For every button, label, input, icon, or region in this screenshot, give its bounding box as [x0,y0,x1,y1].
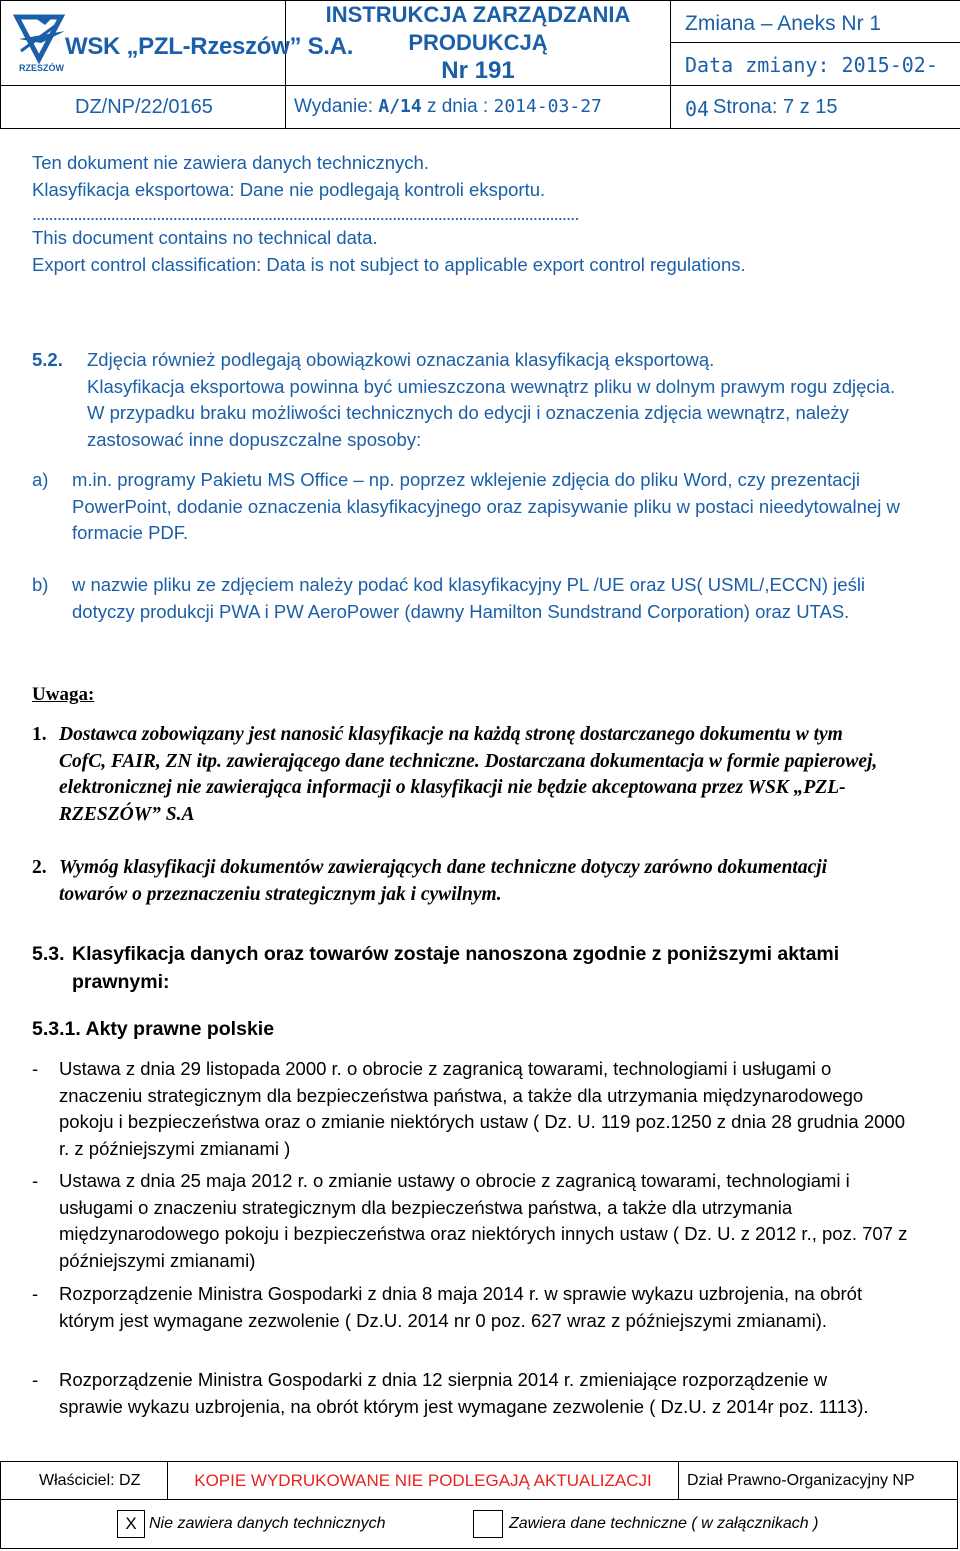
company-name: WSK „PZL-Rzeszów” S.A. [65,33,354,60]
document-number: Nr 191 [441,57,515,84]
page-number: Strona: 7 z 15 [671,86,960,129]
notice-line-4: Export control classification: Data is not subject to applicable export control regulations. [32,253,746,275]
section-5-2-item-a [32,467,942,547]
item-a-label: a) [32,469,49,490]
law-text: Rozporządzenie Ministra Gospodarki z dnia 8 maja 2014 r. w sprawie wykazu uzbrojenia, na obrót którym jest wymagane zezwolenie ( Dz.U. 2014 nr 0 poz. 627 wraz z późniejszymi zmianami). [59,1283,863,1331]
section-5-2 [32,347,912,453]
section-5-2-body: Klasyfikacja eksportowa powinna być umieszczona wewnątrz pliku w dolnym prawym rogu zdjęcia. W przypadku braku możliwości technicznych do edycji i oznaczenia zdjęcia wewnątrz, należy zastosować inne dopuszczalne sposoby: [87,375,896,450]
checkbox-no-technical-data[interactable] [117,1510,386,1538]
section-5-2-line1: Zdjęcia również podlegają obowiązkowi oznaczania klasyfikacją eksportową. [87,349,715,370]
law-dash: - [32,1369,39,1390]
company-city: RZESZÓW [19,63,64,73]
footer-owner: Właściciel: DZ [1,1462,168,1500]
checkbox-technical-data-label: Zawiera dane techniczne ( w załącznikach ) [509,1515,819,1533]
notice-line-1: Ten dokument nie zawiera danych technicznych. [32,152,429,173]
item-b-label: b) [32,574,49,595]
item-b-text: w nazwie pliku ze zdjęciem należy podać kod klasyfikacyjny PL /UE oraz US( USML/,ECCN) jeśli dotyczy produkcji PWA i PW AeroPower (dawny Hamilton Sundstrand Corporation) oraz UTAS. [72,574,866,622]
section-5-2-number: 5.2. [32,349,63,370]
section-5-3-number: 5.3. [32,943,65,965]
footer-department: Dział Prawno-Organizacyjny NP [679,1462,958,1500]
edition-value: A/14 [378,96,422,117]
law-item [32,1056,912,1162]
checkbox-technical-data-box[interactable] [473,1510,503,1538]
company-logo-cell [1,1,354,86]
document-title-line2: PRODUKCJĄ [408,30,548,55]
law-item [32,1281,912,1334]
company-emblem-icon [11,9,71,65]
document-title-line1: INSTRUKCJA ZARZĄDZANIA [325,2,631,27]
edition-prefix: Wydanie: [294,96,379,117]
law-item [32,1168,912,1274]
law-dash: - [32,1283,39,1304]
change-label: Zmiana – Aneks Nr 1 [671,2,960,43]
uwaga-item-2-label: 2. [32,857,47,878]
export-notice [32,150,912,278]
uwaga-item-2 [32,855,912,908]
notice-line-3: This document contains no technical data. [32,227,378,248]
edition-info [286,86,671,129]
law-text: Ustawa z dnia 25 maja 2012 r. o zmianie ustawy o obrocie z zagranicą towarami, technologiami i usługami o znaczeniu strategicznym dla bezpieczeństwa państwa, a także dla utrzymania międzynarodowego pokoju i bezpieczeństwa oraz niektórych innych ustaw ( Dz. U. z 2012 r., poz. 707 z późniejszymi zmianami) [59,1170,908,1271]
item-a-text: m.in. programy Pakietu MS Office – np. poprzez wklejenie zdjęcia do pliku Word, czy prezentacji PowerPoint, dodanie oznaczenia klasyfikacyjnego oraz zapisywanie pliku w postaci nieedytowalnej w formacie PDF. [72,469,900,543]
section-5-2-item-b [32,572,942,625]
uwaga-heading: Uwaga: [32,684,95,705]
notice-separator: .................................................................................................................................... [32,203,579,224]
law-dash: - [32,1058,39,1079]
section-5-3-title: Klasyfikacja danych oraz towarów zostaje nanoszona zgodnie z poniższymi aktami prawnymi: [72,943,840,993]
section-5-3-1-heading: 5.3.1. Akty prawne polskie [32,1018,275,1040]
checkbox-no-technical-data-label: Nie zawiera danych technicznych [149,1515,386,1533]
edition-date-label: z dnia : [421,96,494,117]
edition-date: 2014-03-27 [493,96,602,117]
footer-classification-row [1,1500,958,1549]
uwaga-item-2-text: Wymóg klasyfikacji dokumentów zawierających dane techniczne dotyczy zarówno dokumentacji towarów o przeznaczeniu strategicznym jak i cywilnym. [59,857,828,905]
change-date: Data zmiany: 2015-02-04 [685,53,938,121]
law-text: Ustawa z dnia 29 listopada 2000 r. o obrocie z zagranicą towarami, technologiami i usługami o znaczeniu strategicznym dla bezpieczeństwa państwa, a także dla utrzymania międzynarodowego pokoju i bezpieczeństwa oraz o zmianie niektórych ustaw ( Dz. U. 119 poz.1250 z dnia 28 grudnia 2000 r. z późniejszymi zmianami ) [59,1058,906,1159]
uwaga-item-1 [32,722,912,828]
company-logo [5,7,354,79]
uwaga-item-1-text: Dostawca zobowiązany jest nanosić klasyfikacje na każdą stronę dostarczanego dokumentu w tym CofC, FAIR, ZN itp. zawierającego dane techniczne. Dostarczana dokumentacja w formie papierowej, elektronicznej nie zawierająca informacji o klasyfikacji nie będzie akceptowana przez WSK „PZL-RZESZÓW” S.A [59,724,878,825]
notice-line-2: Klasyfikacja eksportowa: Dane nie podlegają kontroli eksportu. [32,178,546,200]
law-item [32,1367,912,1420]
uwaga-item-1-label: 1. [32,724,47,745]
checkbox-no-technical-data-box[interactable]: X [117,1510,145,1538]
footer-warning: KOPIE WYDRUKOWANE NIE PODLEGAJĄ AKTUALIZACJI [168,1462,679,1500]
document-code: DZ/NP/22/0165 [1,86,286,129]
checkbox-technical-data[interactable] [473,1510,818,1538]
law-text: Rozporządzenie Ministra Gospodarki z dnia 12 sierpnia 2014 r. zmieniające rozporządzenie w sprawie wykazu uzbrojenia, na obrót którym jest wymagane zezwolenie ( Dz.U. z 2014r poz. 1113). [59,1369,869,1417]
document-header [0,0,960,129]
section-5-3-heading [32,940,932,996]
law-dash: - [32,1170,39,1191]
document-footer [0,1461,958,1549]
